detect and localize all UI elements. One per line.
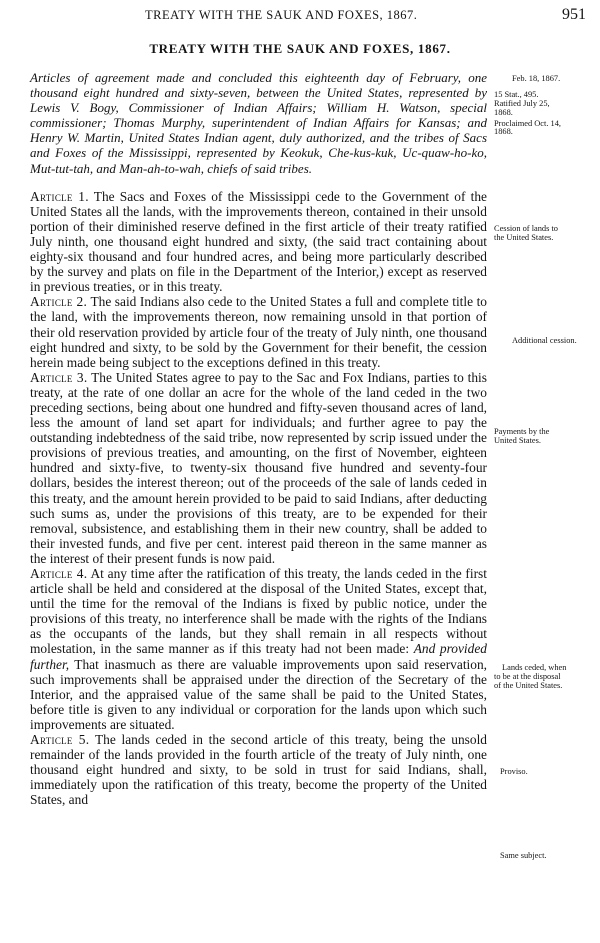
article-2 xyxy=(30,294,487,369)
article-1-label: Article 1. xyxy=(30,188,89,204)
article-1-text: The Sacs and Foxes of the Mississippi cede to the Government of the United States all the lands, with the improvements thereon, contained in their unsold portion of their diminished reserve defined in the first article of their treaty ratified July ninth, one thousand eight hundred and sixty, (the said tract containing about eighty-six thousand and four hundred acres, and being more particularly described by the survey and plats on file in the Department of the Interior,) except as reserved in previous treaties, or in this treaty. xyxy=(30,188,487,295)
margin-note-payments-continued: United States. xyxy=(494,436,541,445)
treaty-title: TREATY WITH THE SAUK AND FOXES, 1867. xyxy=(149,41,451,56)
preamble: Articles of agreement made and concluded this eighteenth day of February, one thousand eight hundred and sixty-seven, between the United States, represented by Lewis V. Bogy, Commissioner of Indian Affairs; William H. Watson, special commissioner; Thomas Murphy, superintendent of Indian Affairs for Kansas; and Henry W. Martin, United States Indian agent, duly authorized, and the tribes of Sacs and Foxes of the Mississippi, represented by Keokuk, Che-kus-kuk, Uc-quaw-ho-ko, Mut-tut-tah, and Man-ah-to-wah, chiefs of said tribes. xyxy=(30,70,487,176)
article-4-proviso-phrase: And provided further, xyxy=(30,641,487,672)
article-2-label: Article 2. xyxy=(30,294,88,310)
main-text xyxy=(30,70,487,808)
article-5-text: The lands ceded in the second article of this treaty, being the unsold remainder of the lands provided in the fourth article of the treaty of July ninth, one thousand eight hundred and sixty, to be sold in trust for said Indians, shall, immediately upon the ratification of this treaty, become the property of the United States, and xyxy=(30,732,487,808)
margin-note-lands-ceded-2: to be at the disposal xyxy=(494,672,561,681)
article-4 xyxy=(30,566,487,732)
article-1 xyxy=(30,189,487,295)
article-3 xyxy=(30,370,487,566)
margin-note-lands-ceded-3: of the United States. xyxy=(494,681,563,690)
margin-note-lands-ceded: Lands ceded, when xyxy=(502,663,567,672)
margin-notes xyxy=(490,0,598,943)
margin-note-payments: Payments by the xyxy=(494,427,550,436)
article-2-text: The said Indians also cede to the United States a full and complete title to the land, with the improvements thereon, now remaining unsold in that portion of their old reservation provided by article four of the treaty of July ninth, one thousand eight hundred and sixty, to be sold by the Government for their benefit, the cession herein made being subject to the exceptions defined in this treaty. xyxy=(30,294,487,370)
article-5 xyxy=(30,732,487,807)
article-3-text: The United States agree to pay to the Sac and Fox Indians, parties to this treaty, at the rate of one dollar an acre for the whole of the land ceded in the two preceding sections, being about one hundred and fifty-seven thousand acres of land, less the amount of land set apart for individuals; and further agree to pay the outstanding indebtedness of the said tribe, now represented by scrip issued under the provisions of previous treaties, and amounting, on the first of November, eighteen hundred and sixty-five, to twenty-six thousand five hundred and seventy-four dollars, besides the interest thereon; out of the proceeds of the sale of lands ceded in this treaty, and the amount herein provided to be paid to said Indians, after deducting such sums as, under the provisions of this treaty, are to be expended for their removal, subsistence, and establishing them in their new country, shall be added to their invested funds, and five per cent. interest paid thereon in the same manner as the interest of their present funds is now paid. xyxy=(30,369,487,566)
margin-note-proviso: Proviso. xyxy=(500,767,528,776)
article-4-text-after: That inasmuch as there are valuable improvements upon said reservation, such improvements shall be appraised under the direction of the Secretary of the Interior, and the appraised value of the same shall be paid to the United States, before title is given to any individual or corporation for the lands upon which such improvements are situated. xyxy=(30,656,487,732)
article-5-label: Article 5. xyxy=(30,732,90,748)
margin-note-same-subject: Same subject. xyxy=(500,851,547,860)
article-4-text: At any time after the ratification of this treaty, the lands ceded in the first article shall be held and considered at the disposal of the United States, except that, until the time for the removal of the Indians is fixed by public notice, under the provisions of this treaty, no interference shall be made with the rights of the Indians as the occupants of the lands, but they shall remain in all respects without molestation, in the same manner as if this treaty had not been made: xyxy=(30,566,487,657)
margin-note-stat: 15 Stat., 495. xyxy=(494,90,539,99)
margin-note-cession-continued: the United States. xyxy=(494,233,554,242)
margin-note-additional-cession: Additional cession. xyxy=(512,336,577,345)
margin-note-ratified-year: 1868. xyxy=(494,108,513,117)
margin-note-date: Feb. 18, 1867. xyxy=(512,74,561,83)
margin-note-cession: Cession of lands to xyxy=(494,224,558,233)
article-4-label: Article 4. xyxy=(30,566,88,581)
page-number: 951 xyxy=(562,6,586,23)
article-3-label: Article 3. xyxy=(30,369,88,385)
running-head-title: TREATY WITH THE SAUK AND FOXES, 1867. xyxy=(145,8,418,22)
margin-note-proclaimed-year: 1868. xyxy=(494,127,513,136)
margin-note-proclaimed: Proclaimed Oct. 14, xyxy=(494,119,561,128)
margin-note-ratified: Ratified July 25, xyxy=(494,99,550,108)
